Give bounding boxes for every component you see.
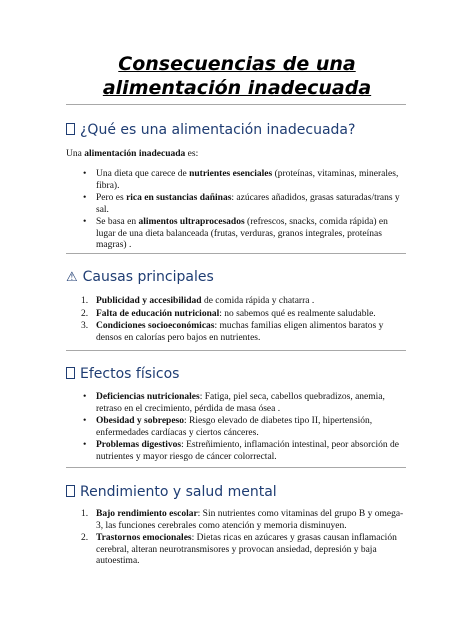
list-item: 1. Bajo rendimiento escolar: Sin nutrientes como vitaminas del grupo B y omega-3, las funciones cerebrales como atención y memoria disminuyen. [81,509,404,531]
title-line-1: Consecuencias de una [118,53,356,75]
definition-intro: Una alimentación inadecuada es: [66,149,199,159]
warning-icon: ⚠ [66,270,78,285]
list-item: • Deficiencias nutricionales: Fatiga, piel seca, cabellos quebradizos, anemia, retraso en el crecimiento, pérdida de masa ósea . [96,392,406,415]
square-icon [66,485,75,497]
section-heading-physical-effects: Efectos físicos [66,365,179,383]
document-title [0,52,474,100]
divider [66,350,406,351]
list-item: 1. Publicidad y accesibilidad de comida rápida y chatarra . [81,296,315,306]
list-item: 2. Falta de educación nutricional: no sabemos qué es realmente saludable. [81,308,376,319]
list-item: • Se basa en alimentos ultraprocesados (refrescos, snacks, comida rápida) en lugar de una dieta balanceada (frutas, verduras, granos integrales, proteínas magras) . [96,217,406,252]
divider [66,253,406,254]
list-item: • Problemas digestivos: Estreñimiento, inflamación intestinal, peor absorción de nutrientes y mayor riesgo de cáncer colorrectal. [96,440,406,463]
physical-effects-list [96,392,406,464]
list-item: 3. Condiciones socioeconómicas: muchas familias eligen alimentos baratos y densos en calorías pero bajos en nutrientes. [81,321,384,343]
mental-health-list [81,509,406,569]
list-item: 2. Trastornos emocionales: Dietas ricas en azúcares y grasas causan inflamación cerebral, alteran neurotransmisores y provocan ansiedad, depresión y baja autoestima. [81,533,397,566]
section-heading-causes: ⚠ Causas principales [66,269,214,285]
causes-list [81,296,406,345]
square-icon [66,367,75,379]
divider [66,104,406,105]
list-item: • Una dieta que carece de nutrientes esenciales (proteínas, vitaminas, minerales, fibra). [96,169,406,192]
list-item: • Pero es rica en sustancias dañinas: azúcares añadidos, grasas saturadas/trans y sal. [96,193,406,216]
definition-list [96,169,406,253]
section-heading-mental-health: Rendimiento y salud mental [66,483,277,501]
title-line-2: alimentación inadecuada [102,77,372,99]
divider [66,467,406,468]
square-icon [66,123,75,135]
section-heading-definition: ¿Qué es una alimentación inadecuada? [66,121,355,139]
list-item: • Obesidad y sobrepeso: Riesgo elevado de diabetes tipo II, hipertensión, enfermedades cardíacas y ciertos cánceres. [96,416,406,439]
